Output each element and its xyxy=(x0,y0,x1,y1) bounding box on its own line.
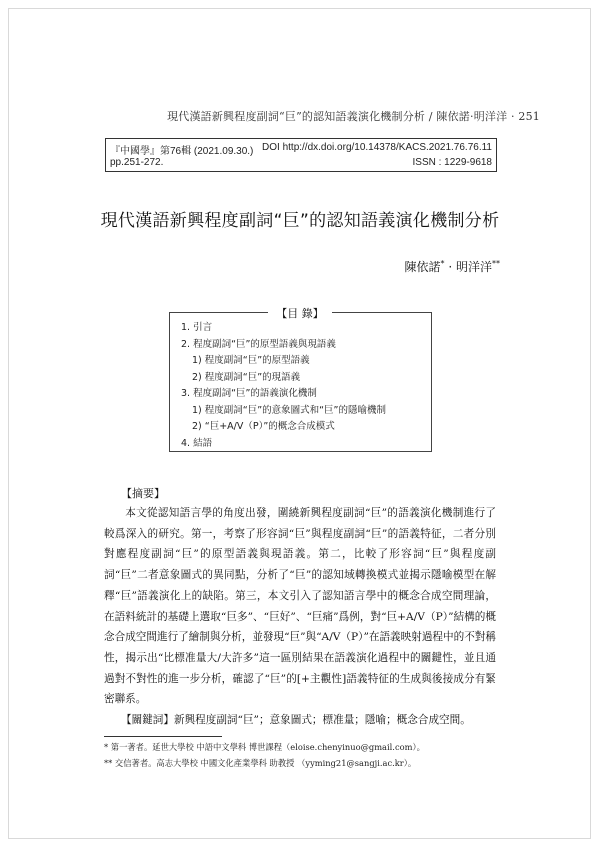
footnote-1: * 第一著者。延世大學校 中語中文學科 博世課程（eloise.chenyinuo@gmail.com）。 xyxy=(104,742,425,752)
toc-subitem: 2) “巨+A/V（P）”的概念合成模式 xyxy=(192,421,335,432)
toc-item: 3. 程度副詞“巨”的語義演化機制 xyxy=(181,388,317,399)
toc-subitem: 1) 程度副詞“巨”的意象圖式和“巨”的隱喻機制 xyxy=(192,404,386,416)
toc-subitem: 2) 程度副詞“巨”的現語義 xyxy=(192,371,301,383)
page-range: pp.251-272. xyxy=(110,157,164,168)
journal-issue: 『中國學』第76輯 (2021.09.30.) xyxy=(110,146,254,157)
toc-subitem: 1) 程度副詞“巨”的原型語義 xyxy=(192,355,310,366)
paper-title: 現代漢語新興程度副詞“巨”的認知語義演化機制分析 xyxy=(100,211,500,231)
toc-item: 2. 程度副詞“巨”的原型語義與現語義 xyxy=(181,338,336,350)
toc-item: 4. 結語 xyxy=(181,437,213,449)
author-1-mark: * xyxy=(440,259,445,268)
abstract-body: 本文從認知語言學的角度出發，圍繞新興程度副詞“巨”的語義演化機制進行了較爲深入的研究。第一，考察了形容詞“巨”與程度副詞“巨”的語義特征，二者分別對應程度副詞“巨”的原型語義與現語義。第二，比較了形容詞“巨”與程度副詞“巨”二者意象圖式的異同點，分析了“巨”的認知域轉換模式並揭示隱喻模型在解釋“巨”語義演化上的缺陷。第三，本文引入了認知語言學中的概念合成空間理論，在語料統計的基礎上選取“巨多”、“巨好”、“巨痛”爲例，對“巨+A/V（P）”結構的概念合成空間進行了繪制與分析，並發現“巨”與“A/V（P）”在語義映射過程中的不對稱性，揭示出“比標准量大/大許多”這一區別結果在語義演化過程中的關鍵性，並且通過對不對性的進一步分析，確認了“巨”的[+主觀性]語義特征的生成與後接成分有緊密聯系。 xyxy=(104,507,496,706)
toc-item: 1. 引言 xyxy=(181,322,213,333)
author-line xyxy=(405,258,500,275)
article-meta-box xyxy=(105,138,497,172)
footnote-2: ** 交信著者。高志大學校 中國文化產業學科 助教授 （yyming21@sangji.ac.kr）。 xyxy=(104,758,417,768)
running-header: 現代漢語新興程度副詞“巨”的認知語義演化機制分析 / 陳依諾·明洋洋 · 251 xyxy=(167,110,540,123)
author-2-mark: ** xyxy=(492,259,500,268)
footnote-divider xyxy=(104,736,222,737)
author-2: 明洋洋 xyxy=(455,260,492,274)
toc-list xyxy=(181,320,386,452)
author-1: 陳依諾 xyxy=(404,260,441,274)
keywords: 【關鍵詞】新興程度副詞“巨”；意象圖式；標准量；隱喻；概念合成空間。 xyxy=(121,714,471,726)
author-separator: · xyxy=(444,260,456,274)
abstract-heading: 【摘要】 xyxy=(121,487,165,500)
toc-heading: 【目 錄】 xyxy=(0,305,600,321)
doi-link[interactable]: DOI http://dx.doi.org/10.14378/KACS.2021.76.76.11 xyxy=(262,142,492,153)
issn: ISSN : 1229-9618 xyxy=(412,157,492,168)
